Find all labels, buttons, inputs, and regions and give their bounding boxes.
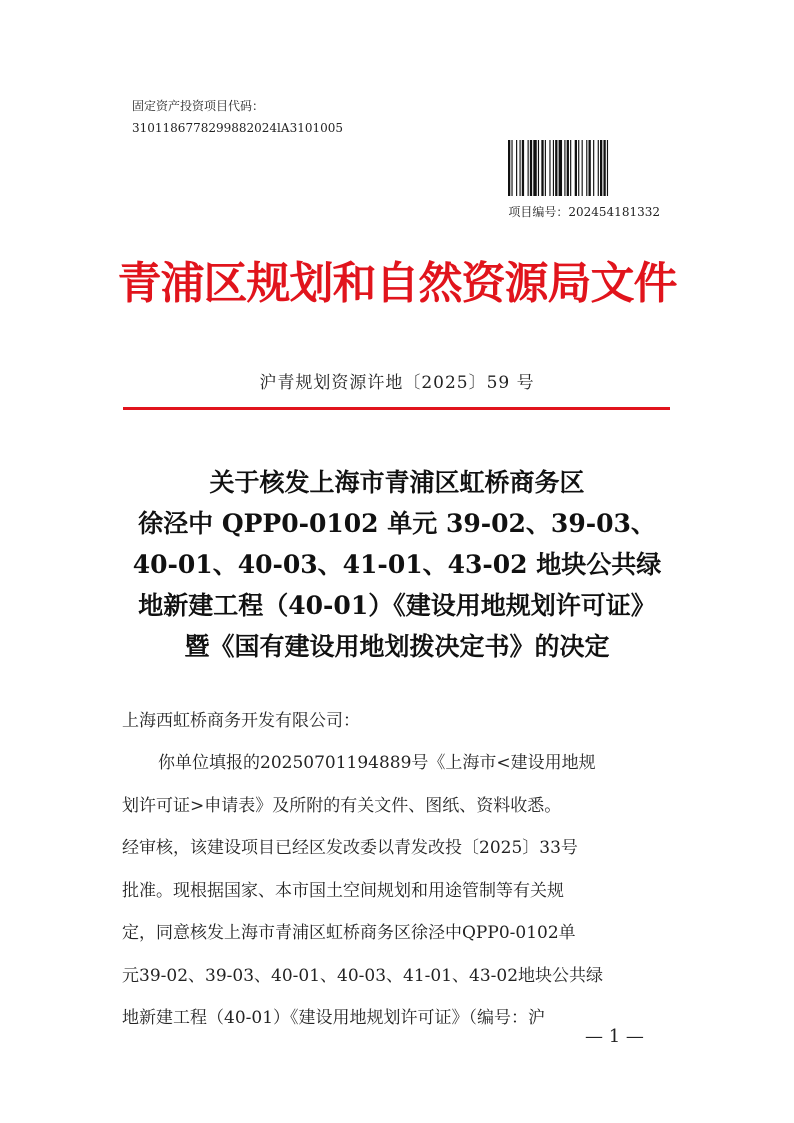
body-line: 定，同意核发上海市青浦区虹桥商务区徐泾中QPP0-0102单 xyxy=(122,923,576,943)
subject-line: 徐泾中 QPP0-0102 单元 39-02、39-03、 xyxy=(138,509,656,538)
body-line: 地新建工程（40-01）《建设用地规划许可证》（编号：沪 xyxy=(122,1008,546,1028)
body-line: 你单位填报的20250701194889号《上海市<建设用地规 xyxy=(158,753,596,773)
project-number: 项目编号：202454181332 xyxy=(508,205,660,219)
body-line: 批准。现根据国家、本市国土空间规划和用途管制等有关规 xyxy=(122,880,564,901)
subject-line: 关于核发上海市青浦区虹桥商务区 xyxy=(209,468,585,497)
project-code-block xyxy=(132,95,343,139)
barcode-icon xyxy=(508,140,660,196)
subject-line: 暨《国有建设用地划拨决定书》的决定 xyxy=(184,632,610,661)
issuing-authority-title: 青浦区规划和自然资源局文件 xyxy=(117,258,677,309)
addressee: 上海西虹桥商务开发有限公司： xyxy=(122,711,360,731)
project-code-label: 固定资产投资项目代码： xyxy=(132,99,265,113)
body-line: 元39-02、39-03、40-01、40-03、41-01、43-02地块公共绿 xyxy=(122,965,604,986)
project-code-value: 3101186778299882024lA3101005 xyxy=(132,121,344,135)
body-line: 划许可证>申请表》及所附的有关文件、图纸、资料收悉。 xyxy=(122,795,562,816)
subject-line: 40-01、40-03、41-01、43-02 地块公共绿 xyxy=(132,550,662,579)
document-subject xyxy=(100,462,694,667)
body-line: 经审核，该建设项目已经区发改委以青发改投〔2025〕33号 xyxy=(122,838,578,858)
page-number: — 1 — xyxy=(585,1026,644,1047)
document-number: 沪青规划资源许地〔2025〕59 号 xyxy=(259,373,535,393)
red-divider-line xyxy=(123,407,670,410)
subject-line: 地新建工程（40-01）《建设用地规划许可证》 xyxy=(138,591,656,620)
document-body xyxy=(122,700,674,1040)
